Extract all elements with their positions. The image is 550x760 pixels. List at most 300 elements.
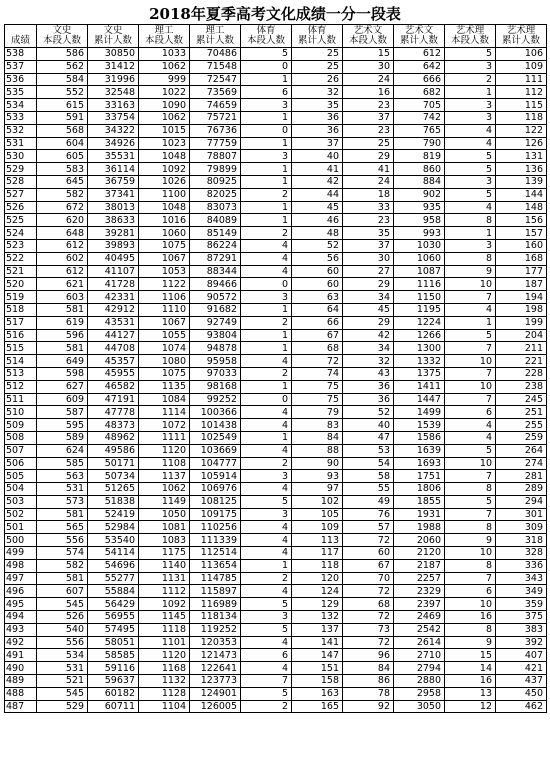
tiyu-segment-cell: 1 (241, 201, 292, 214)
header-ligong-cumulative: 理工 累计人数 (190, 25, 241, 48)
score-cell: 530 (5, 150, 37, 163)
yishuwen-cumulative-cell: 705 (394, 99, 445, 112)
tiyu-segment-cell: 4 (241, 521, 292, 534)
tiyu-segment-cell: 3 (241, 470, 292, 483)
yishuwen-segment-cell: 72 (343, 534, 394, 547)
ligong-cumulative-cell: 85149 (190, 227, 241, 240)
tiyu-segment-cell: 6 (241, 649, 292, 662)
ligong-segment-cell: 1168 (139, 662, 190, 675)
yishuli-cumulative-cell: 421 (496, 662, 547, 675)
yishuli-cumulative-cell: 318 (496, 534, 547, 547)
tiyu-cumulative-cell: 97 (292, 483, 343, 496)
yishuli-segment-cell: 8 (445, 214, 496, 227)
tiyu-segment-cell: 1 (241, 303, 292, 316)
yishuli-cumulative-cell: 144 (496, 188, 547, 201)
ligong-cumulative-cell: 101438 (190, 419, 241, 432)
score-cell: 506 (5, 457, 37, 470)
table-row (5, 355, 547, 368)
yishuwen-cumulative-cell: 1087 (394, 265, 445, 278)
wenshi-cumulative-cell: 45955 (88, 367, 139, 380)
yishuwen-cumulative-cell: 2614 (394, 636, 445, 649)
wenshi-cumulative-cell: 40495 (88, 252, 139, 265)
yishuli-cumulative-cell: 251 (496, 406, 547, 419)
yishuli-segment-cell: 7 (445, 367, 496, 380)
yishuli-segment-cell: 4 (445, 137, 496, 150)
ligong-segment-cell: 1101 (139, 636, 190, 649)
yishuwen-segment-cell: 68 (343, 598, 394, 611)
ligong-segment-cell: 1050 (139, 508, 190, 521)
ligong-cumulative-cell: 119252 (190, 623, 241, 636)
yishuwen-cumulative-cell: 1539 (394, 419, 445, 432)
table-row (5, 73, 547, 86)
yishuli-cumulative-cell: 238 (496, 380, 547, 393)
table-row (5, 598, 547, 611)
table-row (5, 521, 547, 534)
tiyu-cumulative-cell: 88 (292, 444, 343, 457)
tiyu-segment-cell: 0 (241, 124, 292, 137)
wenshi-segment-cell: 545 (37, 598, 88, 611)
wenshi-cumulative-cell: 53540 (88, 534, 139, 547)
ligong-cumulative-cell: 87291 (190, 252, 241, 265)
yishuwen-cumulative-cell: 1150 (394, 291, 445, 304)
ligong-cumulative-cell: 115897 (190, 585, 241, 598)
table-row (5, 559, 547, 572)
wenshi-segment-cell: 612 (37, 239, 88, 252)
score-cell: 528 (5, 175, 37, 188)
wenshi-segment-cell: 607 (37, 585, 88, 598)
tiyu-cumulative-cell: 74 (292, 367, 343, 380)
score-cell: 504 (5, 483, 37, 496)
table-row (5, 572, 547, 585)
table-row (5, 611, 547, 624)
yishuli-cumulative-cell: 139 (496, 175, 547, 188)
yishuwen-cumulative-cell: 742 (394, 111, 445, 124)
wenshi-cumulative-cell: 30850 (88, 48, 139, 61)
tiyu-cumulative-cell: 45 (292, 201, 343, 214)
wenshi-cumulative-cell: 39893 (88, 239, 139, 252)
score-cell: 523 (5, 239, 37, 252)
yishuli-cumulative-cell: 259 (496, 431, 547, 444)
wenshi-cumulative-cell: 44708 (88, 342, 139, 355)
table-row (5, 291, 547, 304)
yishuli-cumulative-cell: 211 (496, 342, 547, 355)
score-cell: 524 (5, 227, 37, 240)
yishuwen-segment-cell: 76 (343, 508, 394, 521)
yishuwen-cumulative-cell: 2187 (394, 559, 445, 572)
tiyu-segment-cell: 4 (241, 355, 292, 368)
wenshi-segment-cell: 615 (37, 99, 88, 112)
score-cell: 488 (5, 687, 37, 700)
tiyu-segment-cell: 0 (241, 278, 292, 291)
ligong-segment-cell: 1175 (139, 547, 190, 560)
score-cell: 532 (5, 124, 37, 137)
header-score: 成绩 (5, 25, 37, 48)
table-row (5, 60, 547, 73)
yishuwen-segment-cell: 23 (343, 99, 394, 112)
score-cell: 490 (5, 662, 37, 675)
ligong-cumulative-cell: 92749 (190, 316, 241, 329)
wenshi-cumulative-cell: 34322 (88, 124, 139, 137)
tiyu-cumulative-cell: 120 (292, 572, 343, 585)
table-row (5, 303, 547, 316)
yishuwen-cumulative-cell: 1931 (394, 508, 445, 521)
yishuwen-segment-cell: 15 (343, 48, 394, 61)
ligong-segment-cell: 1062 (139, 60, 190, 73)
score-cell: 503 (5, 495, 37, 508)
score-cell: 500 (5, 534, 37, 547)
wenshi-segment-cell: 595 (37, 419, 88, 432)
yishuli-cumulative-cell: 274 (496, 457, 547, 470)
yishuwen-segment-cell: 54 (343, 457, 394, 470)
ligong-cumulative-cell: 103669 (190, 444, 241, 457)
tiyu-cumulative-cell: 42 (292, 175, 343, 188)
wenshi-cumulative-cell: 55884 (88, 585, 139, 598)
tiyu-segment-cell: 4 (241, 252, 292, 265)
score-cell: 515 (5, 342, 37, 355)
wenshi-segment-cell: 563 (37, 470, 88, 483)
tiyu-segment-cell: 1 (241, 342, 292, 355)
ligong-segment-cell: 1145 (139, 611, 190, 624)
table-row (5, 124, 547, 137)
ligong-cumulative-cell: 76736 (190, 124, 241, 137)
yishuwen-cumulative-cell: 2120 (394, 547, 445, 560)
tiyu-segment-cell: 1 (241, 175, 292, 188)
tiyu-cumulative-cell: 66 (292, 316, 343, 329)
ligong-segment-cell: 1120 (139, 649, 190, 662)
yishuwen-segment-cell: 58 (343, 470, 394, 483)
wenshi-cumulative-cell: 54696 (88, 559, 139, 572)
yishuli-segment-cell: 7 (445, 291, 496, 304)
ligong-segment-cell: 1092 (139, 598, 190, 611)
yishuli-cumulative-cell: 122 (496, 124, 547, 137)
yishuwen-cumulative-cell: 2794 (394, 662, 445, 675)
yishuli-cumulative-cell: 204 (496, 329, 547, 342)
yishuli-segment-cell: 7 (445, 342, 496, 355)
wenshi-cumulative-cell: 41107 (88, 265, 139, 278)
yishuli-segment-cell: 4 (445, 124, 496, 137)
yishuwen-cumulative-cell: 1224 (394, 316, 445, 329)
wenshi-cumulative-cell: 31412 (88, 60, 139, 73)
ligong-cumulative-cell: 113654 (190, 559, 241, 572)
wenshi-cumulative-cell: 42331 (88, 291, 139, 304)
wenshi-cumulative-cell: 52984 (88, 521, 139, 534)
ligong-segment-cell: 1140 (139, 559, 190, 572)
ligong-segment-cell: 1083 (139, 534, 190, 547)
yishuwen-cumulative-cell: 642 (394, 60, 445, 73)
score-cell: 493 (5, 623, 37, 636)
table-row (5, 227, 547, 240)
ligong-segment-cell: 1092 (139, 163, 190, 176)
ligong-segment-cell: 1106 (139, 291, 190, 304)
wenshi-segment-cell: 648 (37, 227, 88, 240)
ligong-segment-cell: 1048 (139, 150, 190, 163)
table-row (5, 623, 547, 636)
wenshi-segment-cell: 619 (37, 316, 88, 329)
yishuwen-cumulative-cell: 902 (394, 188, 445, 201)
yishuwen-segment-cell: 45 (343, 303, 394, 316)
tiyu-cumulative-cell: 56 (292, 252, 343, 265)
wenshi-cumulative-cell: 39281 (88, 227, 139, 240)
score-cell: 495 (5, 598, 37, 611)
wenshi-segment-cell: 649 (37, 355, 88, 368)
yishuwen-cumulative-cell: 765 (394, 124, 445, 137)
ligong-segment-cell: 1075 (139, 367, 190, 380)
ligong-cumulative-cell: 105914 (190, 470, 241, 483)
tiyu-segment-cell: 1 (241, 431, 292, 444)
yishuli-segment-cell: 9 (445, 636, 496, 649)
header-yishuli-cumulative: 艺术理 累计人数 (496, 25, 547, 48)
ligong-cumulative-cell: 122641 (190, 662, 241, 675)
table-row (5, 99, 547, 112)
yishuwen-segment-cell: 96 (343, 649, 394, 662)
tiyu-cumulative-cell: 40 (292, 150, 343, 163)
ligong-segment-cell: 1072 (139, 419, 190, 432)
yishuwen-cumulative-cell: 2958 (394, 687, 445, 700)
ligong-cumulative-cell: 73569 (190, 86, 241, 99)
yishuli-segment-cell: 2 (445, 73, 496, 86)
tiyu-segment-cell: 4 (241, 265, 292, 278)
ligong-cumulative-cell: 99252 (190, 393, 241, 406)
yishuli-cumulative-cell: 301 (496, 508, 547, 521)
yishuwen-segment-cell: 72 (343, 636, 394, 649)
yishuli-segment-cell: 6 (445, 585, 496, 598)
yishuwen-cumulative-cell: 1030 (394, 239, 445, 252)
ligong-segment-cell: 1081 (139, 521, 190, 534)
tiyu-segment-cell: 4 (241, 585, 292, 598)
score-cell: 533 (5, 111, 37, 124)
yishuli-segment-cell: 5 (445, 444, 496, 457)
score-cell: 489 (5, 675, 37, 688)
wenshi-cumulative-cell: 54114 (88, 547, 139, 560)
yishuli-segment-cell: 14 (445, 662, 496, 675)
table-row (5, 444, 547, 457)
yishuli-cumulative-cell: 392 (496, 636, 547, 649)
ligong-segment-cell: 1131 (139, 572, 190, 585)
yishuli-segment-cell: 3 (445, 111, 496, 124)
ligong-segment-cell: 1120 (139, 444, 190, 457)
yishuwen-cumulative-cell: 1116 (394, 278, 445, 291)
wenshi-cumulative-cell: 38633 (88, 214, 139, 227)
yishuli-cumulative-cell: 118 (496, 111, 547, 124)
wenshi-segment-cell: 545 (37, 687, 88, 700)
ligong-cumulative-cell: 89466 (190, 278, 241, 291)
yishuli-segment-cell: 8 (445, 483, 496, 496)
score-cell: 513 (5, 367, 37, 380)
ligong-segment-cell: 1137 (139, 470, 190, 483)
tiyu-cumulative-cell: 72 (292, 355, 343, 368)
ligong-cumulative-cell: 114785 (190, 572, 241, 585)
tiyu-cumulative-cell: 36 (292, 111, 343, 124)
yishuwen-cumulative-cell: 1806 (394, 483, 445, 496)
yishuwen-cumulative-cell: 682 (394, 86, 445, 99)
score-cell: 529 (5, 163, 37, 176)
wenshi-cumulative-cell: 34926 (88, 137, 139, 150)
wenshi-segment-cell: 587 (37, 406, 88, 419)
score-cell: 494 (5, 611, 37, 624)
tiyu-cumulative-cell: 25 (292, 60, 343, 73)
ligong-cumulative-cell: 118134 (190, 611, 241, 624)
yishuli-segment-cell: 8 (445, 521, 496, 534)
ligong-segment-cell: 1067 (139, 316, 190, 329)
yishuli-cumulative-cell: 336 (496, 559, 547, 572)
tiyu-segment-cell: 1 (241, 380, 292, 393)
ligong-cumulative-cell: 98168 (190, 380, 241, 393)
score-cell: 514 (5, 355, 37, 368)
yishuli-segment-cell: 7 (445, 470, 496, 483)
yishuli-segment-cell: 4 (445, 201, 496, 214)
yishuwen-segment-cell: 49 (343, 495, 394, 508)
tiyu-cumulative-cell: 64 (292, 303, 343, 316)
table-row (5, 700, 547, 713)
yishuwen-cumulative-cell: 1855 (394, 495, 445, 508)
wenshi-cumulative-cell: 41728 (88, 278, 139, 291)
table-row (5, 188, 547, 201)
yishuli-cumulative-cell: 148 (496, 201, 547, 214)
score-cell: 499 (5, 547, 37, 560)
tiyu-segment-cell: 2 (241, 227, 292, 240)
ligong-cumulative-cell: 120353 (190, 636, 241, 649)
header-yishuwen-segment: 艺术文 本段人数 (343, 25, 394, 48)
ligong-cumulative-cell: 93804 (190, 329, 241, 342)
tiyu-cumulative-cell: 68 (292, 342, 343, 355)
table-row (5, 175, 547, 188)
ligong-cumulative-cell: 83073 (190, 201, 241, 214)
yishuwen-segment-cell: 67 (343, 559, 394, 572)
table-row (5, 393, 547, 406)
yishuwen-segment-cell: 84 (343, 662, 394, 675)
wenshi-segment-cell: 581 (37, 303, 88, 316)
wenshi-segment-cell: 586 (37, 48, 88, 61)
yishuli-cumulative-cell: 228 (496, 367, 547, 380)
yishuli-cumulative-cell: 126 (496, 137, 547, 150)
header-ligong-segment: 理工 本段人数 (139, 25, 190, 48)
table-row (5, 163, 547, 176)
wenshi-cumulative-cell: 48962 (88, 431, 139, 444)
tiyu-segment-cell: 4 (241, 419, 292, 432)
yishuli-segment-cell: 5 (445, 495, 496, 508)
yishuli-segment-cell: 1 (445, 316, 496, 329)
yishuli-cumulative-cell: 462 (496, 700, 547, 713)
score-cell: 531 (5, 137, 37, 150)
yishuli-cumulative-cell: 328 (496, 547, 547, 560)
ligong-segment-cell: 1053 (139, 265, 190, 278)
wenshi-segment-cell: 565 (37, 521, 88, 534)
yishuwen-segment-cell: 36 (343, 393, 394, 406)
score-cell: 519 (5, 291, 37, 304)
tiyu-cumulative-cell: 132 (292, 611, 343, 624)
tiyu-segment-cell: 3 (241, 291, 292, 304)
ligong-cumulative-cell: 106976 (190, 483, 241, 496)
score-cell: 507 (5, 444, 37, 457)
score-cell: 509 (5, 419, 37, 432)
tiyu-cumulative-cell: 93 (292, 470, 343, 483)
score-cell: 536 (5, 73, 37, 86)
wenshi-cumulative-cell: 33754 (88, 111, 139, 124)
wenshi-segment-cell: 526 (37, 611, 88, 624)
tiyu-cumulative-cell: 113 (292, 534, 343, 547)
wenshi-segment-cell: 624 (37, 444, 88, 457)
ligong-cumulative-cell: 90572 (190, 291, 241, 304)
table-row (5, 636, 547, 649)
yishuli-segment-cell: 9 (445, 265, 496, 278)
tiyu-segment-cell: 4 (241, 239, 292, 252)
ligong-cumulative-cell: 88344 (190, 265, 241, 278)
wenshi-cumulative-cell: 31996 (88, 73, 139, 86)
tiyu-cumulative-cell: 35 (292, 99, 343, 112)
yishuwen-cumulative-cell: 935 (394, 201, 445, 214)
wenshi-segment-cell: 627 (37, 380, 88, 393)
score-cell: 534 (5, 99, 37, 112)
yishuli-segment-cell: 5 (445, 188, 496, 201)
tiyu-segment-cell: 5 (241, 48, 292, 61)
ligong-segment-cell: 1100 (139, 188, 190, 201)
wenshi-cumulative-cell: 59116 (88, 662, 139, 675)
wenshi-segment-cell: 612 (37, 265, 88, 278)
yishuli-segment-cell: 16 (445, 611, 496, 624)
ligong-cumulative-cell: 104777 (190, 457, 241, 470)
tiyu-segment-cell: 3 (241, 150, 292, 163)
wenshi-cumulative-cell: 48373 (88, 419, 139, 432)
yishuli-cumulative-cell: 112 (496, 86, 547, 99)
yishuwen-cumulative-cell: 2469 (394, 611, 445, 624)
yishuli-cumulative-cell: 187 (496, 278, 547, 291)
yishuwen-cumulative-cell: 884 (394, 175, 445, 188)
yishuwen-segment-cell: 92 (343, 700, 394, 713)
table-row (5, 419, 547, 432)
wenshi-segment-cell: 531 (37, 662, 88, 675)
yishuli-segment-cell: 10 (445, 598, 496, 611)
yishuli-segment-cell: 10 (445, 278, 496, 291)
tiyu-cumulative-cell: 44 (292, 188, 343, 201)
ligong-cumulative-cell: 109175 (190, 508, 241, 521)
yishuwen-cumulative-cell: 2710 (394, 649, 445, 662)
yishuli-segment-cell: 5 (445, 329, 496, 342)
score-cell: 518 (5, 303, 37, 316)
wenshi-cumulative-cell: 57495 (88, 623, 139, 636)
ligong-segment-cell: 1033 (139, 48, 190, 61)
tiyu-segment-cell: 5 (241, 623, 292, 636)
yishuli-cumulative-cell: 407 (496, 649, 547, 662)
yishuwen-segment-cell: 35 (343, 227, 394, 240)
score-cell: 522 (5, 252, 37, 265)
wenshi-segment-cell: 589 (37, 431, 88, 444)
tiyu-cumulative-cell: 36 (292, 124, 343, 137)
ligong-segment-cell: 1080 (139, 355, 190, 368)
wenshi-cumulative-cell: 56429 (88, 598, 139, 611)
table-row (5, 380, 547, 393)
yishuwen-segment-cell: 27 (343, 265, 394, 278)
wenshi-cumulative-cell: 38013 (88, 201, 139, 214)
wenshi-segment-cell: 602 (37, 252, 88, 265)
yishuwen-cumulative-cell: 958 (394, 214, 445, 227)
wenshi-segment-cell: 521 (37, 675, 88, 688)
tiyu-segment-cell: 2 (241, 316, 292, 329)
yishuwen-cumulative-cell: 1499 (394, 406, 445, 419)
wenshi-segment-cell: 583 (37, 163, 88, 176)
wenshi-segment-cell: 582 (37, 188, 88, 201)
tiyu-segment-cell: 3 (241, 611, 292, 624)
yishuwen-cumulative-cell: 1300 (394, 342, 445, 355)
tiyu-cumulative-cell: 90 (292, 457, 343, 470)
yishuli-segment-cell: 5 (445, 48, 496, 61)
yishuli-segment-cell: 3 (445, 60, 496, 73)
yishuwen-cumulative-cell: 2329 (394, 585, 445, 598)
table-row (5, 252, 547, 265)
tiyu-segment-cell: 3 (241, 99, 292, 112)
tiyu-segment-cell: 1 (241, 559, 292, 572)
ligong-cumulative-cell: 126005 (190, 700, 241, 713)
tiyu-segment-cell: 4 (241, 406, 292, 419)
